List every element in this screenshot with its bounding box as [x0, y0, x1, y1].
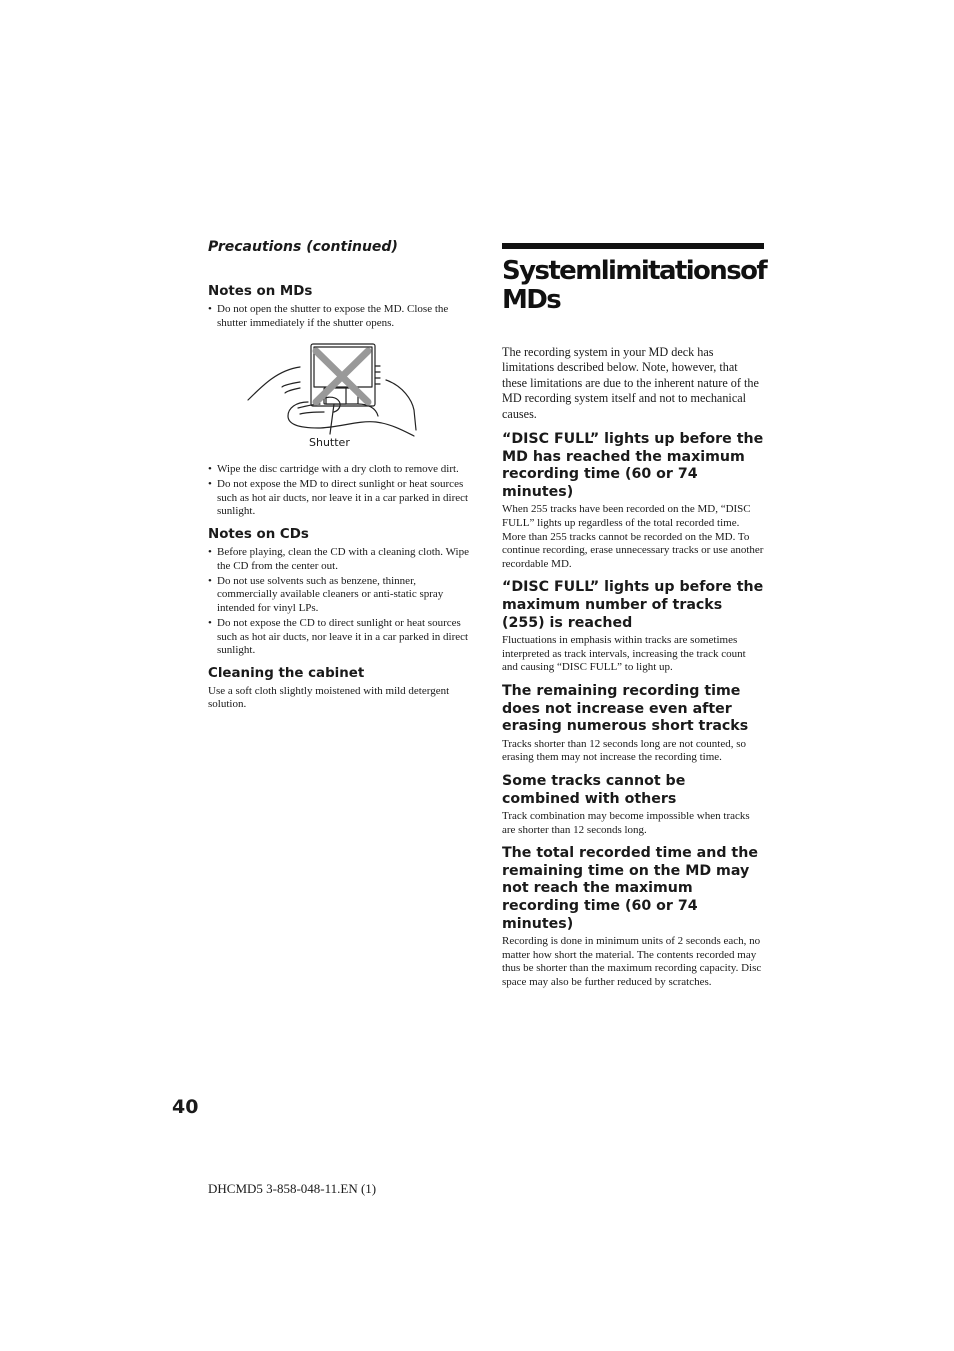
title-rule: [502, 243, 764, 249]
list-item: [208, 478, 470, 519]
md-shutter-illustration: [208, 340, 470, 458]
limitation-body: Tracks shorter than 12 seconds long are not counted, so erasing them may not increase the recording time.: [502, 737, 746, 764]
intro-paragraph: The recording system in your MD deck has limitations described below. Note, however, that these limitations are due to the inherent nature of the MD recording system itself and not to mechanical causes.: [502, 345, 759, 421]
list-item-text: Wipe the disc cartridge with a dry cloth to remove dirt.: [217, 463, 459, 476]
list-item-text: Do not open the shutter to expose the MD. Close the shutter immediately if the shutter opens.: [217, 303, 449, 329]
limitation-heading: Some tracks cannot be combined with others: [502, 772, 686, 807]
limitation-body: Recording is done in minimum units of 2 seconds each, no matter how short the material. The contents recorded may thus be shorter than the maximum recording capacity. Disc space may also be further reduced by scratches.: [502, 935, 762, 989]
limitation-heading: “DISC FULL” lights up before the MD has reached the maximum recording time (60 or 74 minutes): [502, 431, 764, 500]
list-item: [208, 617, 470, 658]
list-item: [208, 303, 470, 330]
running-head: Precautions (continued): [208, 239, 398, 255]
bullet-marker: •: [208, 478, 212, 491]
limitation-body: Fluctuations in emphasis within tracks are sometimes interpreted as track intervals, increasing the track count and causing “DISC FULL” to light up.: [502, 634, 746, 674]
left-column: [208, 239, 470, 712]
bullet-marker: •: [208, 574, 212, 587]
list-item-text: Before playing, clean the CD with a cleaning cloth. Wipe the CD from the center out.: [217, 546, 469, 572]
figure-caption: Shutter: [309, 436, 350, 450]
page-title: Systemlimitationsof MDs: [502, 256, 767, 315]
limitation-body: Track combination may become impossible when tracks are shorter than 12 seconds long.: [502, 810, 750, 836]
list-item: [208, 575, 470, 616]
section-heading-cleaning-cabinet: Cleaning the cabinet: [208, 665, 365, 681]
right-column: [502, 243, 767, 998]
bullet-marker: •: [208, 303, 212, 315]
list-item: [208, 546, 470, 573]
bullet-marker: •: [208, 617, 212, 630]
cleaning-cabinet-text: Use a soft cloth slightly moistened with mild detergent solution.: [208, 684, 450, 711]
section-heading-notes-on-mds: Notes on MDs: [208, 284, 313, 299]
list-item: [208, 463, 470, 477]
limitation-body: When 255 tracks have been recorded on the MD, “DISC FULL” lights up regardless of the total recorded time. More than 255 tracks cannot be recorded on the MD. To continue recording, erase unnecessary tracks or use another recordable MD.: [502, 503, 764, 570]
document-code: DHCMD5 3-858-048-11.EN (1): [208, 1181, 377, 1196]
list-item-text: Do not expose the MD to direct sunlight or heat sources such as hot air ducts, nor leave it in a car parked in direct sunlight.: [217, 478, 469, 518]
cd-notes-list: [208, 546, 470, 658]
list-item-text: Do not use solvents such as benzene, thinner, commercially available cleaners or anti-static spray intended for vinyl LPs.: [217, 574, 444, 614]
md-notes-list-2: [208, 463, 470, 519]
limitation-heading: “DISC FULL” lights up before the maximum number of tracks (255) is reached: [502, 579, 764, 631]
page-number: 40: [172, 1096, 199, 1118]
bullet-marker: •: [208, 546, 212, 559]
md-notes-list-1: [208, 303, 470, 330]
section-heading-notes-on-cds: Notes on CDs: [208, 527, 309, 543]
list-item-text: Do not expose the CD to direct sunlight or heat sources such as hot air ducts, nor leave it in a car parked in direct sunlight.: [217, 617, 469, 657]
bullet-marker: •: [208, 463, 212, 476]
limitation-heading: The remaining recording time does not increase even after erasing numerous short tracks: [502, 682, 749, 735]
limitation-heading: The total recorded time and the remaining time on the MD may not reach the maximum recording time (60 or 74 minutes): [502, 845, 758, 932]
